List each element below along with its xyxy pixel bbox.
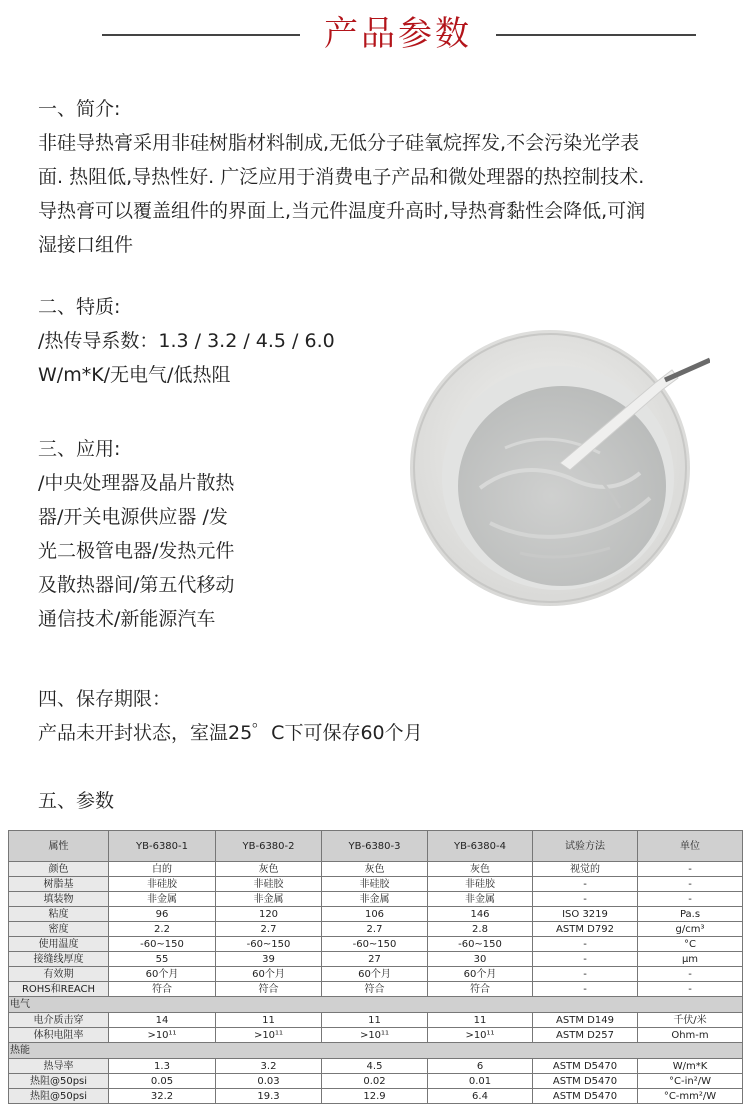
value-cell: 106 — [322, 907, 428, 922]
value-cell: - — [533, 937, 638, 952]
value-cell: 27 — [322, 952, 428, 967]
property-cell: 热导率 — [9, 1059, 109, 1074]
table-group-row — [9, 997, 743, 1013]
features-line: /热传导系数：1.3 / 3.2 / 4.5 / 6.0 — [38, 330, 335, 352]
value-cell: 60个月 — [109, 967, 216, 982]
table-row — [9, 1013, 743, 1028]
property-cell: ROHS和REACH — [9, 982, 109, 997]
group-label: 热能 — [9, 1043, 743, 1059]
value-cell: 11 — [322, 1013, 428, 1028]
property-cell: 电介质击穿 — [9, 1013, 109, 1028]
value-cell: 1.3 — [109, 1059, 216, 1074]
value-cell: 符合 — [322, 982, 428, 997]
value-cell: - — [533, 952, 638, 967]
value-cell: 非金属 — [216, 892, 322, 907]
table-row — [9, 1089, 743, 1104]
header-cell: YB-6380-2 — [216, 831, 322, 862]
value-cell: 符合 — [428, 982, 533, 997]
value-cell: 0.03 — [216, 1074, 322, 1089]
value-cell: 2.2 — [109, 922, 216, 937]
value-cell: 非硅胶 — [216, 877, 322, 892]
property-cell: 粘度 — [9, 907, 109, 922]
intro-line: 非硅导热膏采用非硅树脂材料制成,无低分子硅氧烷挥发,不会污染光学表 — [38, 132, 640, 154]
value-cell: 96 — [109, 907, 216, 922]
value-cell: 2.8 — [428, 922, 533, 937]
value-cell: - — [533, 877, 638, 892]
header-cell: 属性 — [9, 831, 109, 862]
application-section — [38, 432, 338, 636]
value-cell: W/m*K — [638, 1059, 743, 1074]
value-cell: 39 — [216, 952, 322, 967]
value-cell: - — [638, 892, 743, 907]
product-photo — [410, 318, 710, 608]
value-cell: ISO 3219 — [533, 907, 638, 922]
value-cell: 19.3 — [216, 1089, 322, 1104]
value-cell: ASTM D792 — [533, 922, 638, 937]
value-cell: 30 — [428, 952, 533, 967]
features-line: W/m*K/无电气/低热阻 — [38, 364, 231, 386]
value-cell: 4.5 — [322, 1059, 428, 1074]
application-line: 及散热器间/第五代移动 — [38, 574, 235, 596]
value-cell: -60~150 — [322, 937, 428, 952]
value-cell: 非金属 — [322, 892, 428, 907]
table-row — [9, 892, 743, 907]
value-cell: 60个月 — [322, 967, 428, 982]
value-cell: >10¹¹ — [109, 1028, 216, 1043]
page-header — [0, 10, 750, 60]
value-cell: - — [638, 877, 743, 892]
value-cell: -60~150 — [428, 937, 533, 952]
spec-table — [8, 830, 743, 1104]
property-cell: 树脂基 — [9, 877, 109, 892]
table-row — [9, 922, 743, 937]
value-cell: ASTM D149 — [533, 1013, 638, 1028]
value-cell: 146 — [428, 907, 533, 922]
value-cell: >10¹¹ — [428, 1028, 533, 1043]
page-title: 产品参数 — [324, 14, 472, 54]
value-cell: 灰色 — [322, 862, 428, 877]
intro-heading: 一、简介: — [38, 98, 121, 120]
header-cell: 单位 — [638, 831, 743, 862]
value-cell: ASTM D257 — [533, 1028, 638, 1043]
value-cell: 非硅胶 — [428, 877, 533, 892]
value-cell: μm — [638, 952, 743, 967]
value-cell: °C-mm²/W — [638, 1089, 743, 1104]
params-section — [38, 784, 114, 818]
value-cell: - — [638, 982, 743, 997]
value-cell: - — [533, 982, 638, 997]
value-cell: 3.2 — [216, 1059, 322, 1074]
value-cell: 符合 — [216, 982, 322, 997]
value-cell: 6 — [428, 1059, 533, 1074]
value-cell: °C — [638, 937, 743, 952]
value-cell: ASTM D5470 — [533, 1059, 638, 1074]
value-cell: 千伏/米 — [638, 1013, 743, 1028]
table-row — [9, 907, 743, 922]
property-cell: 有效期 — [9, 967, 109, 982]
value-cell: 32.2 — [109, 1089, 216, 1104]
table-row — [9, 937, 743, 952]
value-cell: - — [533, 892, 638, 907]
header-cell: 试验方法 — [533, 831, 638, 862]
value-cell: 0.02 — [322, 1074, 428, 1089]
table-row — [9, 967, 743, 982]
value-cell: 非硅胶 — [322, 877, 428, 892]
table-row — [9, 1059, 743, 1074]
value-cell: g/cm³ — [638, 922, 743, 937]
application-line: 通信技术/新能源汽车 — [38, 608, 216, 630]
application-line: /中央处理器及晶片散热 — [38, 472, 235, 494]
storage-heading: 四、保存期限： — [38, 688, 172, 710]
value-cell: 非金属 — [428, 892, 533, 907]
table-row — [9, 952, 743, 967]
application-line: 器/开关电源供应器 /发 — [38, 506, 228, 528]
property-cell: 颜色 — [9, 862, 109, 877]
value-cell: >10¹¹ — [322, 1028, 428, 1043]
table-row — [9, 982, 743, 997]
value-cell: 2.7 — [216, 922, 322, 937]
value-cell: Ohm-m — [638, 1028, 743, 1043]
property-cell: 接缝线厚度 — [9, 952, 109, 967]
value-cell: 灰色 — [216, 862, 322, 877]
value-cell: 白的 — [109, 862, 216, 877]
header-cell: YB-6380-3 — [322, 831, 428, 862]
intro-line: 导热膏可以覆盖组件的界面上,当元件温度升高时,导热膏黏性会降低,可润 — [38, 200, 646, 222]
intro-line: 湿接口组件 — [38, 234, 134, 256]
features-section — [38, 290, 398, 392]
value-cell: ASTM D5470 — [533, 1089, 638, 1104]
value-cell: -60~150 — [216, 937, 322, 952]
application-line: 光二极管电器/发热元件 — [38, 540, 235, 562]
intro-section — [38, 92, 718, 262]
table-row — [9, 862, 743, 877]
value-cell: °C-in²/W — [638, 1074, 743, 1089]
value-cell: Pa.s — [638, 907, 743, 922]
value-cell: 60个月 — [216, 967, 322, 982]
features-heading: 二、特质: — [38, 296, 121, 318]
value-cell: -60~150 — [109, 937, 216, 952]
header-divider-right — [496, 34, 696, 36]
value-cell: 11 — [216, 1013, 322, 1028]
header-cell: YB-6380-4 — [428, 831, 533, 862]
value-cell: 55 — [109, 952, 216, 967]
value-cell: 非金属 — [109, 892, 216, 907]
value-cell: 12.9 — [322, 1089, 428, 1104]
value-cell: 0.05 — [109, 1074, 216, 1089]
property-cell: 使用温度 — [9, 937, 109, 952]
table-header-row — [9, 831, 743, 862]
value-cell: 灰色 — [428, 862, 533, 877]
value-cell: 11 — [428, 1013, 533, 1028]
property-cell: 体积电阻率 — [9, 1028, 109, 1043]
value-cell: >10¹¹ — [216, 1028, 322, 1043]
property-cell: 热阻@50psi — [9, 1089, 109, 1104]
table-row — [9, 877, 743, 892]
table-group-row — [9, 1043, 743, 1059]
value-cell: - — [533, 967, 638, 982]
intro-line: 面. 热阻低,导热性好. 广泛应用于消费电子产品和微处理器的热控制技术. — [38, 166, 645, 188]
storage-section — [38, 682, 718, 750]
property-cell: 密度 — [9, 922, 109, 937]
value-cell: 2.7 — [322, 922, 428, 937]
property-cell: 热阻@50psi — [9, 1074, 109, 1089]
group-label: 电气 — [9, 997, 743, 1013]
value-cell: 14 — [109, 1013, 216, 1028]
value-cell: 视觉的 — [533, 862, 638, 877]
table-row — [9, 1074, 743, 1089]
value-cell: 6.4 — [428, 1089, 533, 1104]
value-cell: ASTM D5470 — [533, 1074, 638, 1089]
value-cell: 60个月 — [428, 967, 533, 982]
value-cell: 0.01 — [428, 1074, 533, 1089]
property-cell: 填装物 — [9, 892, 109, 907]
value-cell: 120 — [216, 907, 322, 922]
paste-bowl-image — [410, 318, 710, 608]
header-cell: YB-6380-1 — [109, 831, 216, 862]
value-cell: - — [638, 862, 743, 877]
application-heading: 三、应用: — [38, 438, 121, 460]
storage-text: 产品未开封状态，室温25゜C下可保存60个月 — [38, 722, 423, 744]
params-heading: 五、参数 — [38, 790, 115, 812]
value-cell: - — [638, 967, 743, 982]
header-divider-left — [102, 34, 300, 36]
value-cell: 非硅胶 — [109, 877, 216, 892]
table-row — [9, 1028, 743, 1043]
value-cell: 符合 — [109, 982, 216, 997]
